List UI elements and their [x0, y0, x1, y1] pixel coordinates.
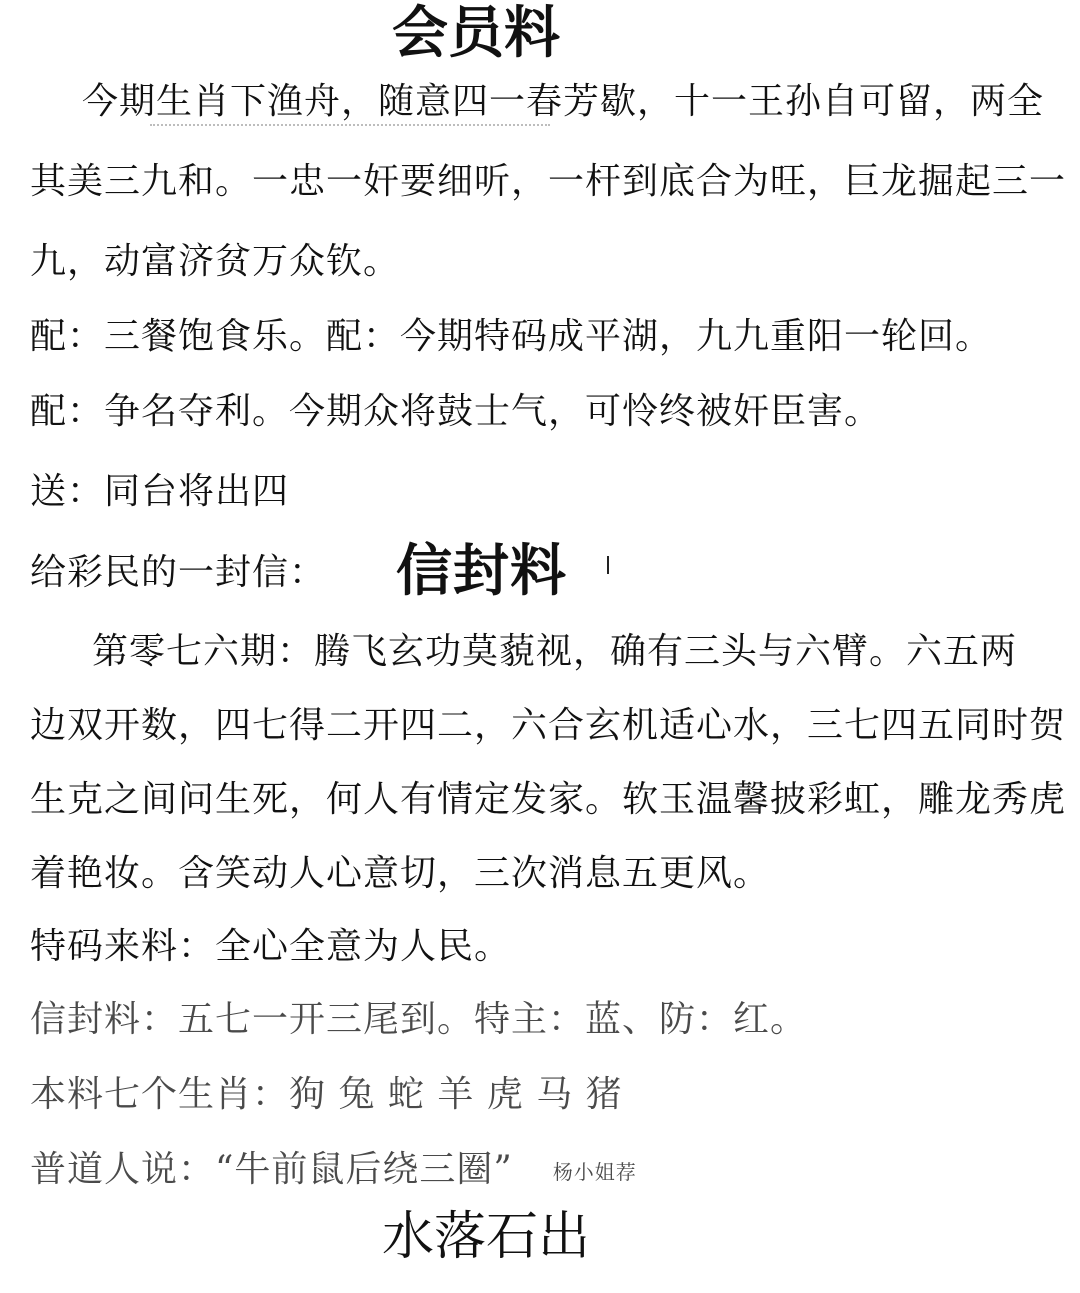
letter-line-1: 第零七六期：腾飞玄功莫藐视，确有三头与六臂。六五两	[92, 631, 1018, 672]
member-line-4: 配：三餐饱食乐。配：今期特码成平湖，九九重阳一轮回。	[30, 316, 993, 357]
member-line-5: 配：争名夺利。今期众将鼓士气，可怜终被奸臣害。	[30, 391, 882, 432]
letter-line-4: 着艳妆。含笑动人心意切，三次消息五更风。	[30, 853, 771, 894]
letter-line-3: 生克之间问生死，何人有情定发家。软玉温馨披彩虹，雕龙秀虎	[30, 779, 1067, 820]
member-line-6: 送：同台将出四	[30, 471, 290, 512]
special-line-1: 特码来料：全心全意为人民。	[30, 926, 512, 967]
scan-noise	[150, 124, 550, 132]
member-line-2: 其美三九和。一忠一奸要细听，一杆到底合为旺，巨龙掘起三一	[30, 161, 1067, 202]
member-line-1: 今期生肖下渔舟，随意四一春芳歇，十一王孙自可留，两全	[82, 81, 1045, 122]
member-line-3: 九，动富济贫万众钦。	[30, 241, 401, 282]
quote-row	[30, 1148, 637, 1194]
special-line-2: 信封料：五七一开三尾到。特主：蓝、防：红。	[30, 999, 808, 1040]
quote-line: 普道人说：“牛前鼠后绕三圈”	[30, 1149, 513, 1190]
document-title: 会员料	[392, 1, 560, 66]
special-line-3: 本料七个生肖：狗 兔 蛇 羊 虎 马 猪	[30, 1074, 623, 1115]
letter-line-2: 边双开数，四七得二开四二，六合玄机适心水，三七四五同时贺	[30, 705, 1067, 746]
scan-mark	[607, 556, 609, 574]
envelope-title: 信封料	[396, 539, 568, 604]
letter-intro: 给彩民的一封信：	[30, 552, 327, 593]
footer-title: 水落石出	[382, 1207, 591, 1267]
letter-intro-row	[30, 540, 567, 605]
signature: 杨小姐荐	[552, 1160, 637, 1184]
